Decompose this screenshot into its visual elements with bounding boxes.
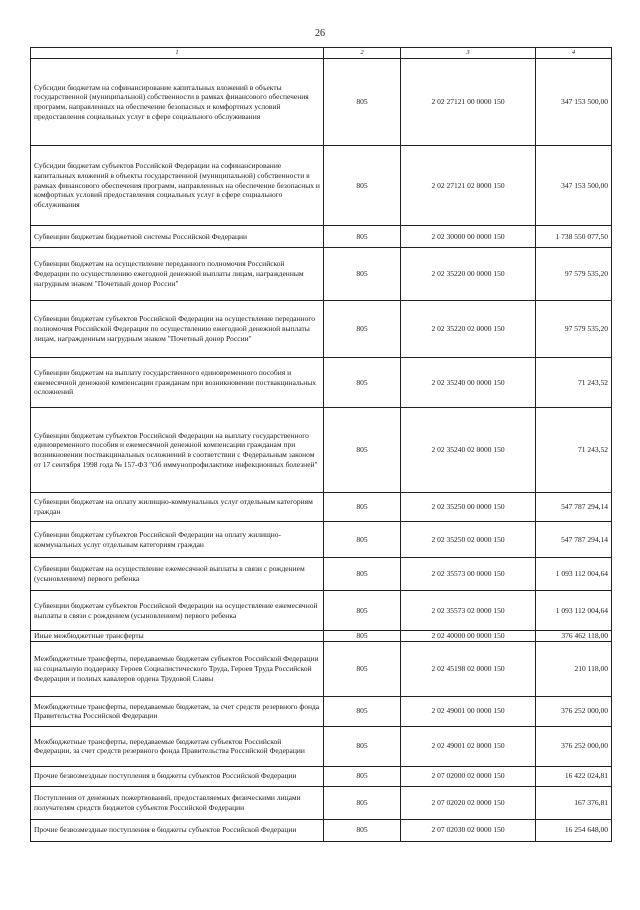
- row-amount: 1 738 550 077,50: [536, 226, 612, 248]
- table-row: [31, 146, 612, 226]
- row-name: Субвенции бюджетам на осуществление переданного полномочия Российской Федерации по осуществлению ежегодной денежной выплаты лицам, награжденным нагрудным знаком "Почетный донор России": [31, 248, 324, 301]
- table-row: [31, 696, 612, 726]
- row-amount: 347 153 500,00: [536, 146, 612, 226]
- row-budget-code: 2 02 30000 00 0000 150: [401, 226, 536, 248]
- row-budget-code: 2 02 35220 00 0000 150: [401, 248, 536, 301]
- row-name: Прочие безвозмездные поступления в бюджеты субъектов Российской Федерации: [31, 819, 324, 841]
- row-amount: 71 243,52: [536, 358, 612, 408]
- row-budget-code: 2 02 45198 02 0000 150: [401, 641, 536, 696]
- row-name: Субвенции бюджетам бюджетной системы Российской Федерации: [31, 226, 324, 248]
- row-name: Субвенции бюджетам на оплату жилищно-коммунальных услуг отдельным категориям граждан: [31, 493, 324, 522]
- row-admin-code: 805: [324, 226, 401, 248]
- row-budget-code: 2 02 35573 02 0000 150: [401, 591, 536, 631]
- row-budget-code: 2 07 02030 02 0000 150: [401, 819, 536, 841]
- row-name: Межбюджетные трансферты, передаваемые бюджетам, за счет средств резервного фонда Правительства Российской Федерации: [31, 696, 324, 726]
- row-amount: 16 422 024,81: [536, 766, 612, 786]
- table-row: [31, 226, 612, 248]
- row-budget-code: 2 02 40000 00 0000 150: [401, 631, 536, 642]
- row-admin-code: 805: [324, 146, 401, 226]
- row-name: Субсидии бюджетам субъектов Российской Федерации на софинансирование капитальных вложений в объекты государственной (муниципальной) собственности в рамках финансового обеспечения программ, направленных на обеспечение безопасных и комфортных условий предоставления социальных услуг в сфере социального обслуживания: [31, 146, 324, 226]
- row-amount: 167 376,81: [536, 786, 612, 819]
- row-amount: 210 118,00: [536, 641, 612, 696]
- row-admin-code: 805: [324, 248, 401, 301]
- table-row: [31, 59, 612, 146]
- row-name: Межбюджетные трансферты, передаваемые бюджетам субъектов Российской Федерации, за счет средств резервного фонда Правительства Российской Федерации: [31, 726, 324, 766]
- row-name: Межбюджетные трансферты, передаваемые бюджетам субъектов Российской Федерации на социальную поддержку Героев Социалистического Труда, Героев Труда Российской Федерации и полных кавалеров ордена Трудовой Славы: [31, 641, 324, 696]
- row-amount: 1 093 112 004,64: [536, 558, 612, 591]
- table-row: [31, 522, 612, 558]
- row-budget-code: 2 02 35220 02 0000 150: [401, 301, 536, 358]
- row-admin-code: 805: [324, 301, 401, 358]
- row-name: Иные межбюджетные трансферты: [31, 631, 324, 642]
- row-admin-code: 805: [324, 641, 401, 696]
- row-admin-code: 805: [324, 558, 401, 591]
- row-budget-code: 2 02 27121 02 0000 150: [401, 146, 536, 226]
- table-row: [31, 819, 612, 841]
- row-amount: 547 787 294,14: [536, 493, 612, 522]
- row-amount: 376 252 000,00: [536, 696, 612, 726]
- table-row: [31, 408, 612, 493]
- row-name: Субвенции бюджетам субъектов Российской Федерации на оплату жилищно-коммунальных услуг отдельным категориям граждан: [31, 522, 324, 558]
- table-row: [31, 248, 612, 301]
- header-col-code: 3: [401, 48, 536, 59]
- row-amount: 376 462 118,00: [536, 631, 612, 642]
- row-amount: 16 254 648,00: [536, 819, 612, 841]
- row-budget-code: 2 02 49001 02 0000 150: [401, 726, 536, 766]
- row-admin-code: 805: [324, 631, 401, 642]
- row-budget-code: 2 02 35250 00 0000 150: [401, 493, 536, 522]
- row-admin-code: 805: [324, 726, 401, 766]
- page-number: 26: [315, 28, 325, 39]
- header-col-name: 1: [31, 48, 324, 59]
- row-admin-code: 805: [324, 59, 401, 146]
- budget-revenue-table: [30, 47, 612, 842]
- table-row: [31, 358, 612, 408]
- table-row: [31, 641, 612, 696]
- row-name: Субсидии бюджетам на софинансирование капитальных вложений в объекты государственной (муниципальной) собственности в рамках финансового обеспечения программ, направленных на обеспечение безопасных и комфортных условий предоставления социальных услуг в сфере социального обслуживания: [31, 59, 324, 146]
- table-row: [31, 591, 612, 631]
- row-amount: 547 787 294,14: [536, 522, 612, 558]
- table-row: [31, 726, 612, 766]
- row-budget-code: 2 07 02020 02 0000 150: [401, 786, 536, 819]
- row-budget-code: 2 02 27121 00 0000 150: [401, 59, 536, 146]
- row-budget-code: 2 02 35573 00 0000 150: [401, 558, 536, 591]
- row-name: Субвенции бюджетам на осуществление ежемесячной выплаты в связи с рождением (усыновлением) первого ребенка: [31, 558, 324, 591]
- row-admin-code: 805: [324, 522, 401, 558]
- row-amount: 347 153 500,00: [536, 59, 612, 146]
- row-name: Прочие безвозмездные поступления в бюджеты субъектов Российской Федерации: [31, 766, 324, 786]
- table-body: [31, 59, 612, 842]
- row-budget-code: 2 02 35240 02 0000 150: [401, 408, 536, 493]
- row-amount: 97 579 535,20: [536, 248, 612, 301]
- row-name: Субвенции бюджетам субъектов Российской Федерации на выплату государственного единовременного пособия и ежемесячной денежной компенсации гражданам при возникновении поствакцинальных осложнений в соответствии с Федеральным законом от 17 сентября 1998 года № 157-ФЗ "Об иммунопрофилактике инфекционных болезней": [31, 408, 324, 493]
- row-name: Поступления от денежных пожертвований, предоставляемых физическими лицами получателям средств бюджетов субъектов Российской Федерации: [31, 786, 324, 819]
- row-budget-code: 2 02 35240 00 0000 150: [401, 358, 536, 408]
- table-row: [31, 493, 612, 522]
- table-header-row: [31, 48, 612, 59]
- row-budget-code: 2 07 02000 02 0000 150: [401, 766, 536, 786]
- row-name: Субвенции бюджетам субъектов Российской Федерации на осуществление ежемесячной выплаты в связи с рождением (усыновлением) первого ребенка: [31, 591, 324, 631]
- table-row: [31, 301, 612, 358]
- header-col-admin: 2: [324, 48, 401, 59]
- row-amount: 1 093 112 004,64: [536, 591, 612, 631]
- row-admin-code: 805: [324, 408, 401, 493]
- row-admin-code: 805: [324, 819, 401, 841]
- row-admin-code: 805: [324, 493, 401, 522]
- row-admin-code: 805: [324, 591, 401, 631]
- table-row: [31, 558, 612, 591]
- table-row: [31, 786, 612, 819]
- row-admin-code: 805: [324, 696, 401, 726]
- table-row: [31, 631, 612, 642]
- table-row: [31, 766, 612, 786]
- row-admin-code: 805: [324, 358, 401, 408]
- row-name: Субвенции бюджетам субъектов Российской Федерации на осуществление переданного полномочия Российской Федерации по осуществлению ежегодной денежной выплаты лицам, награжденным нагрудным знаком "Почетный донор России": [31, 301, 324, 358]
- row-admin-code: 805: [324, 766, 401, 786]
- row-admin-code: 805: [324, 786, 401, 819]
- header-col-amount: 4: [536, 48, 612, 59]
- row-amount: 71 243,52: [536, 408, 612, 493]
- row-amount: 376 252 000,00: [536, 726, 612, 766]
- row-amount: 97 579 535,20: [536, 301, 612, 358]
- row-name: Субвенции бюджетам на выплату государственного единовременного пособия и ежемесячной денежной компенсации гражданам при возникновении поствакцинальных осложнений: [31, 358, 324, 408]
- row-budget-code: 2 02 35250 02 0000 150: [401, 522, 536, 558]
- row-budget-code: 2 02 49001 00 0000 150: [401, 696, 536, 726]
